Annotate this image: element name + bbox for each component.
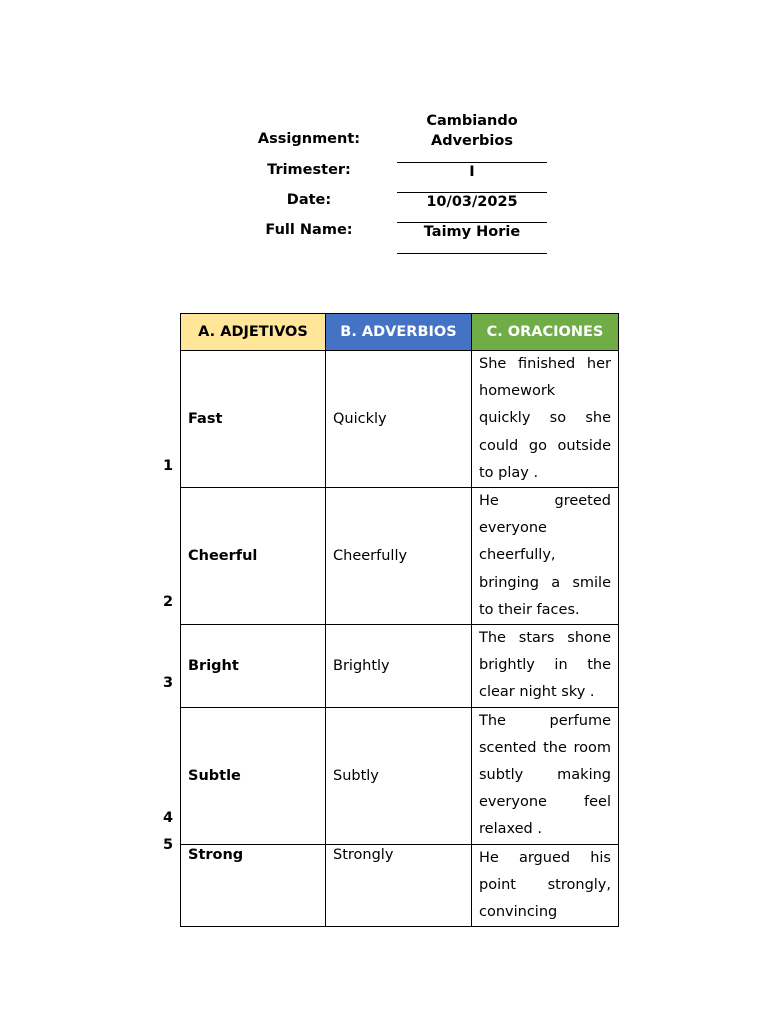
fullname-label: Full Name:	[265, 222, 353, 238]
sentence-cell: He greeted everyone cheerfully, bringing a smile to their faces.	[472, 488, 619, 625]
worksheet-table	[180, 313, 619, 927]
adjective-cell: Subtle	[181, 707, 326, 844]
trimester-value: I	[469, 164, 475, 180]
row-number: 1	[162, 458, 174, 474]
table-row	[181, 351, 619, 488]
date-value: 10/03/2025	[426, 194, 518, 210]
header-adjetivos: A. ADJETIVOS	[181, 314, 326, 351]
adverb-cell: Strongly	[326, 844, 472, 927]
adverb-cell: Cheerfully	[326, 488, 472, 625]
adjective-cell: Bright	[181, 625, 326, 708]
assignment-value: Cambiando Adverbios	[426, 113, 518, 149]
adjective-cell: Cheerful	[181, 488, 326, 625]
table-row	[181, 844, 619, 927]
header-adverbios: B. ADVERBIOS	[326, 314, 472, 351]
sentence-cell: He argued his point strongly, convincing	[472, 844, 619, 927]
row-number: 3	[162, 675, 174, 691]
table-row	[181, 707, 619, 844]
adverb-cell: Subtly	[326, 707, 472, 844]
adjective-cell: Strong	[181, 844, 326, 927]
table-header-row	[181, 314, 619, 351]
assignment-header	[0, 0, 768, 270]
date-label: Date:	[286, 192, 332, 208]
header-oraciones: C. ORACIONES	[472, 314, 619, 351]
adjective-cell: Fast	[181, 351, 326, 488]
adverb-cell: Brightly	[326, 625, 472, 708]
fullname-value: Taimy Horie	[423, 224, 521, 240]
trimester-label: Trimester:	[267, 162, 351, 178]
sentence-cell: She finished her homework quickly so she could go outside to play .	[472, 351, 619, 488]
table-row	[181, 625, 619, 708]
table-row	[181, 488, 619, 625]
row-number: 4	[162, 810, 174, 826]
row-number: 2	[162, 594, 174, 610]
fullname-underline	[397, 253, 547, 254]
sentence-cell: The perfume scented the room subtly making everyone feel relaxed .	[472, 707, 619, 844]
adverb-cell: Quickly	[326, 351, 472, 488]
row-number: 5	[162, 837, 174, 853]
assignment-label: Assignment:	[257, 131, 361, 147]
sentence-cell: The stars shone brightly in the clear night sky .	[472, 625, 619, 708]
